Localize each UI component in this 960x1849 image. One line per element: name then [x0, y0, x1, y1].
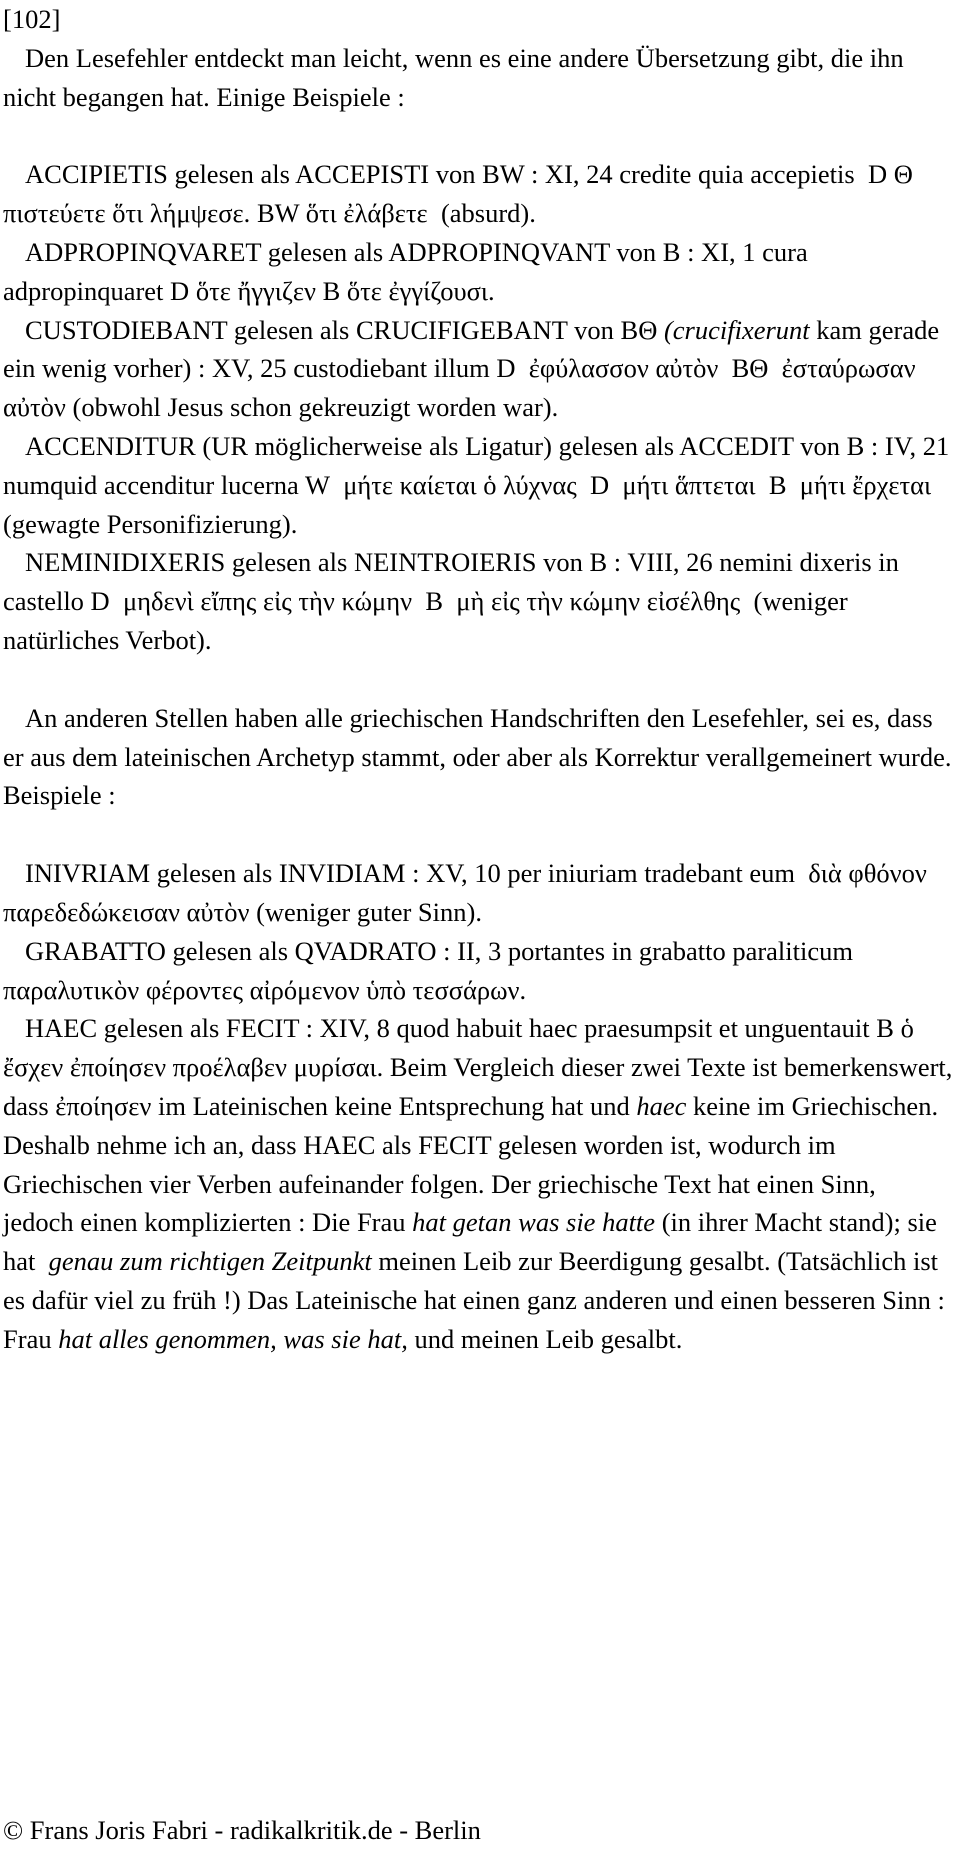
greek-text: μήτι ἔρχεται	[799, 469, 932, 500]
italic-text: hat getan was sie hatte	[412, 1207, 656, 1238]
intro-text: Den Lesefehler entdeckt man leicht, wenn es eine andere Übersetzung gibt, die ihn nicht begangen hat. Einige Beispiele :	[3, 42, 904, 112]
example-lead: INIVRIAM gelesen als INVIDIAM : XV, 10 per iniuriam tradebant eum	[25, 858, 796, 889]
example-tail: (weniger natürliches Verbot).	[3, 586, 848, 655]
greek-text: ὅτι ἐλάβετε	[305, 198, 428, 229]
manuscript-label: BΘ	[731, 353, 769, 384]
greek-text: διὰ φθόνον παρεδεδώκεισαν αὐτὸν	[3, 858, 927, 927]
example-lead: CUSTODIEBANT gelesen als CRUCIFIGEBANT von BΘ	[25, 314, 658, 345]
manuscript-label: D Θ	[867, 159, 913, 190]
second-text: An anderen Stellen haben alle griechischen Handschriften den Lesefehler, sei es, dass er aus dem lateinischen Archetyp stammt, oder aber als Korrektur verallgemeinert wurde. Beispiele :	[3, 702, 952, 811]
example-tail: (obwohl Jesus schon gekreuzigt worden war).	[72, 392, 559, 423]
spacer	[3, 116, 953, 155]
copyright-footer	[3, 1814, 481, 1846]
example-custodiebant	[3, 311, 953, 427]
greek-text: ὁ ἔσχεν ἐποίησεν προέλαβεν μυρίσαι.	[3, 1013, 914, 1083]
example-adpropinqvaret	[3, 233, 953, 311]
italic-text: haec	[636, 1090, 687, 1121]
manuscript-label: B	[768, 469, 787, 500]
example-grabatto	[3, 932, 953, 1010]
example-accipietis	[3, 155, 953, 233]
example-tail: (weniger guter Sinn).	[256, 896, 482, 927]
body-text: und meinen Leib gesalbt.	[414, 1323, 683, 1354]
manuscript-label: B	[425, 586, 444, 617]
greek-text: πιστεύετε ὅτι λήμψεσε.	[3, 198, 251, 229]
greek-text: μήτε καίεται ὁ λύχνας	[343, 469, 577, 500]
manuscript-label: D	[589, 469, 610, 500]
footer-text: © Frans Joris Fabri - radikalkritik.de - Berlin	[3, 1815, 481, 1845]
manuscript-label: BW	[256, 198, 300, 229]
example-accenditur	[3, 427, 953, 543]
example-note: (absurd).	[440, 198, 536, 229]
second-paragraph	[3, 699, 953, 815]
example-tail: (gewagte Personifizierung).	[3, 508, 298, 539]
manuscript-label: B	[322, 275, 341, 306]
body-text: keine im Griechischen. Deshalb nehme ich an, dass HAEC als FECIT gelesen worden ist, wodurch im Griechischen vier Verben aufeinander folgen. Der griechische Text hat einen Sinn, jedoch einen komplizierten : Die Frau	[3, 1090, 939, 1238]
example-lead: ACCIPIETIS gelesen als ACCEPISTI von BW : XI, 24 credite quia accepietis	[25, 159, 855, 190]
example-inivriam	[3, 854, 953, 932]
greek-text: μὴ εἰς τὴν κώμην εἰσέλθης	[456, 586, 741, 617]
example-lead: NEMINIDIXERIS gelesen als NEINTROIERIS von B : VIII, 26 nemini dixeris in castello D	[3, 547, 899, 617]
spacer	[3, 660, 953, 699]
greek-text: ἐποίησεν	[55, 1090, 152, 1121]
greek-text: ὅτε ἐγγίζουσι.	[346, 275, 495, 306]
italic-text: hat alles genommen, was sie hat,	[58, 1323, 408, 1354]
page-number: [102]	[3, 4, 61, 34]
greek-text: ἐφύλασσον αὐτὸν	[528, 353, 719, 384]
example-lead: ACCENDITUR (UR möglicherweise als Ligatur) gelesen als ACCEDIT von B : IV, 21 numquid accenditur lucerna W	[3, 430, 950, 500]
body-text: (in ihrer Macht stand); sie hat	[3, 1207, 937, 1277]
body-text: meinen Leib zur Beerdigung gesalbt. (Tatsächlich ist es dafür viel zu früh !) Das Lateinische hat einen ganz anderen und einen besseren Sinn : Frau	[3, 1246, 945, 1354]
intro-paragraph	[3, 39, 953, 117]
example-haec	[3, 1009, 953, 1358]
example-lead: HAEC gelesen als FECIT : XIV, 8 quod habuit haec praesumpsit et unguentauit B	[25, 1013, 894, 1044]
example-lead: GRABATTO gelesen als QVADRATO : II, 3 portantes in grabatto paraliticum	[25, 935, 853, 966]
greek-text: μηδενὶ εἴπης εἰς τὴν κώμην	[122, 586, 413, 617]
document-page	[3, 0, 953, 1359]
example-neminidixeris	[3, 543, 953, 659]
spacer	[3, 815, 953, 854]
body-text: im Lateinischen keine Entsprechung hat und	[158, 1090, 630, 1121]
italic-text: (crucifixerunt	[663, 314, 810, 345]
body-text: Beim Vergleich dieser zwei Texte ist bemerkenswert, dass	[3, 1052, 953, 1121]
greek-text: ὅτε ἤγγιζεν	[195, 275, 316, 306]
greek-text: παραλυτικὸν φέροντες αἰρόμενον ὑπὸ τεσσάρων.	[3, 974, 527, 1005]
greek-text: μήτι ἅπτεται	[622, 469, 756, 500]
example-lead: ADPROPINQVARET gelesen als ADPROPINQVANT von B : XI, 1 cura adpropinquaret D	[3, 236, 808, 306]
italic-text: genau zum richtigen Zeitpunkt	[48, 1246, 372, 1277]
example-mid: kam gerade ein wenig vorher) : XV, 25 custodiebant illum D	[3, 314, 940, 384]
greek-text: ἐσταύρωσαν αὐτὸν	[3, 353, 916, 423]
